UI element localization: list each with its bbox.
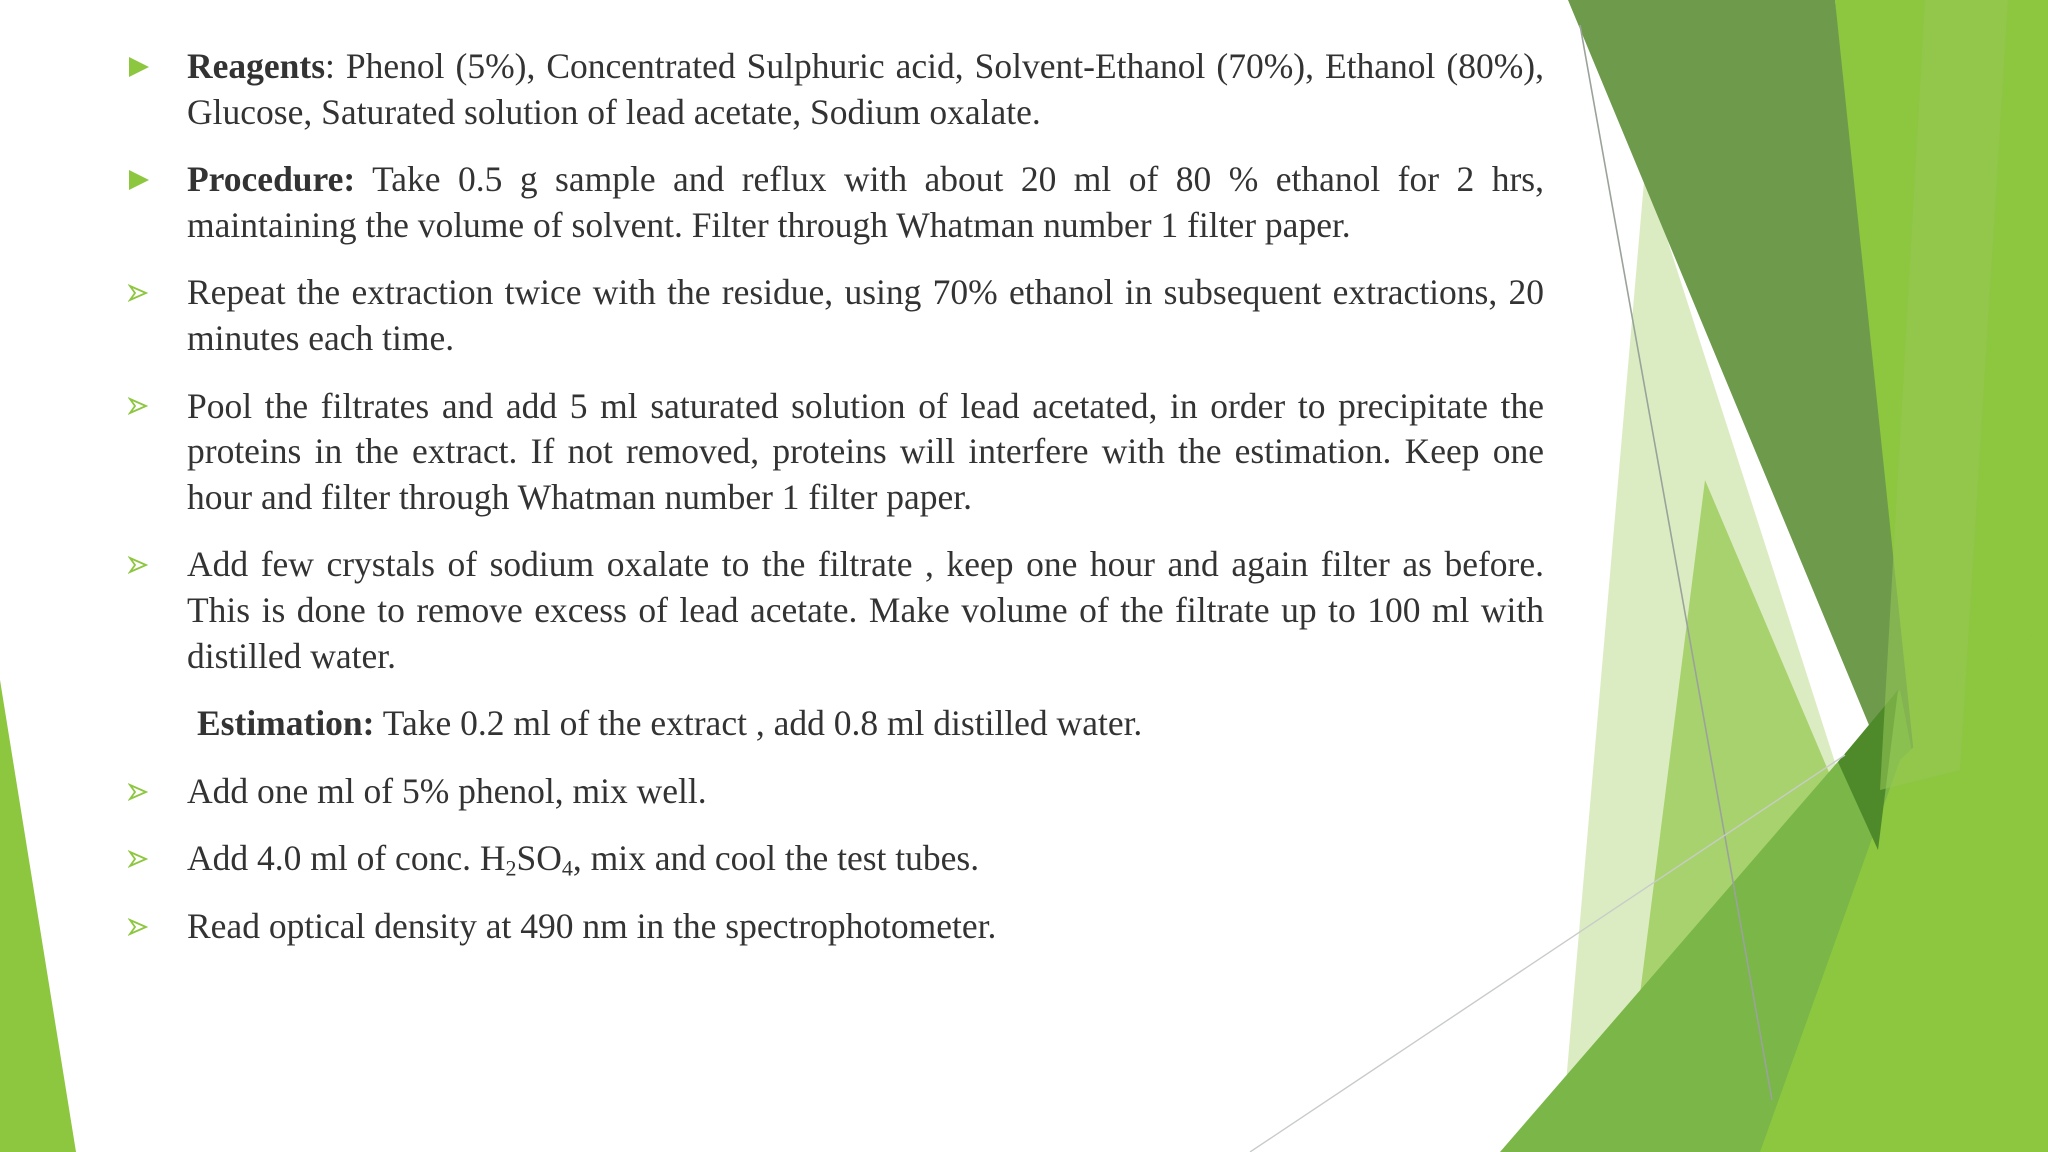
reagents-heading: Reagents — [187, 46, 326, 86]
read-density-item — [128, 904, 1544, 950]
arrowhead-bullet-icon — [128, 384, 158, 430]
estimation-heading: Estimation: — [197, 703, 375, 744]
add-acid-text-start: Add 4.0 ml of conc. H — [187, 838, 506, 879]
procedure-heading: Procedure: — [187, 159, 356, 200]
add-acid-text-end: , mix and cool the test tubes. — [572, 838, 980, 879]
procedure-text: Take 0.5 g sample and reflux with about 20 ml of 80 % ethanol for 2 hrs, maintaining the volume of solvent. Filter through Whatman number 1 filter paper. — [187, 159, 1544, 245]
add-acid-text-so: SO — [516, 838, 562, 879]
arrowhead-bullet-icon — [128, 904, 158, 950]
subscript-2: 2 — [505, 855, 517, 881]
estimation-text: Take 0.2 ml of the extract , add 0.8 ml distilled water. — [374, 703, 1143, 744]
repeat-extraction-item — [128, 270, 1544, 361]
add-phenol-item — [128, 769, 1544, 815]
reagents-item — [128, 44, 1544, 135]
add-acid-item — [128, 836, 1544, 882]
estimation-item — [128, 701, 1544, 747]
arrowhead-bullet-icon — [128, 836, 158, 882]
pool-filtrates-text: Pool the filtrates and add 5 ml saturated solution of lead acetated, in order to precipitate the proteins in the extract. If not removed, proteins will interfere with the estimation. Keep one hour and filter through Whatman number 1 filter paper. — [187, 385, 1544, 517]
pool-filtrates-item — [128, 384, 1544, 521]
slide-content — [128, 44, 1544, 972]
sodium-oxalate-text: Add few crystals of sodium oxalate to the filtrate , keep one hour and again filter as before. This is done to remove excess of lead acetate. Make volume of the filtrate up to 100 ml with distilled water. — [187, 544, 1544, 676]
procedure-item — [128, 157, 1544, 248]
triangle-bullet-icon — [128, 44, 158, 90]
sodium-oxalate-item — [128, 542, 1544, 679]
add-phenol-text: Add one ml of 5% phenol, mix well. — [187, 770, 707, 811]
arrowhead-bullet-icon — [128, 542, 158, 588]
triangle-bullet-icon — [128, 157, 158, 203]
arrowhead-bullet-icon — [128, 270, 158, 316]
subscript-4: 4 — [561, 855, 573, 881]
read-density-text: Read optical density at 490 nm in the spectrophotometer. — [187, 905, 997, 946]
arrowhead-bullet-icon — [128, 769, 158, 815]
repeat-extraction-text: Repeat the extraction twice with the residue, using 70% ethanol in subsequent extractions, 20 minutes each time. — [187, 272, 1544, 358]
reagents-text: : Phenol (5%), Concentrated Sulphuric acid, Solvent-Ethanol (70%), Ethanol (80%), Glucose, Saturated solution of lead acetate, Sodium oxalate. — [187, 46, 1544, 132]
add-acid-text — [187, 838, 980, 881]
left-green-sliver — [0, 680, 76, 1152]
